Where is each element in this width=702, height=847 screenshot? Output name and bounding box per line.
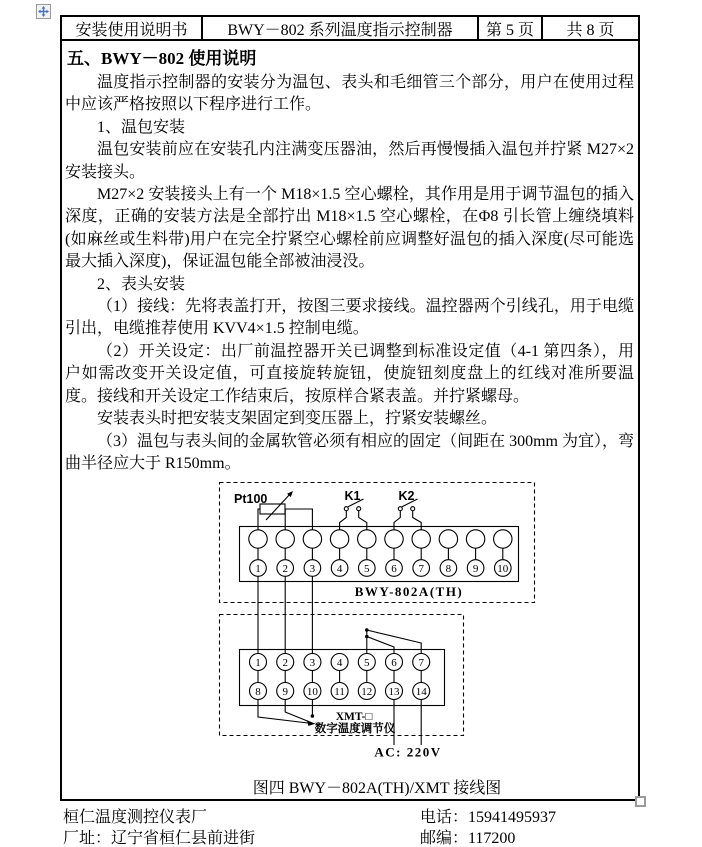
footer-postal-code: 邮编：117200 <box>420 830 516 847</box>
svg-text:6: 6 <box>391 657 397 670</box>
upper-terminal <box>466 530 484 577</box>
svg-text:7: 7 <box>418 657 424 670</box>
lower-terminal <box>250 654 267 700</box>
upper-terminal <box>494 530 512 577</box>
header-row <box>62 17 638 41</box>
lower-device-name-label: 数字温度调节仪 <box>314 723 396 736</box>
svg-text:7: 7 <box>418 563 424 576</box>
svg-text:5: 5 <box>364 657 370 670</box>
lower-device-model-label: XMT-□ <box>335 711 373 724</box>
regulator-wires <box>258 700 316 726</box>
paragraph: 安装表头时把安装支架固定到变压器上，拧紧安装螺丝。 <box>97 410 498 428</box>
svg-text:9: 9 <box>472 563 479 576</box>
footer-address: 厂址：辽宁省桓仁县前进街 <box>63 830 256 847</box>
page-footer <box>63 805 640 847</box>
upper-terminal <box>276 530 294 577</box>
upper-terminal <box>439 530 457 577</box>
upper-terminal <box>303 530 321 577</box>
svg-text:1: 1 <box>255 657 261 670</box>
svg-text:4: 4 <box>336 657 343 670</box>
svg-text:9: 9 <box>282 686 288 699</box>
svg-text:14: 14 <box>415 686 427 699</box>
lower-terminal <box>386 654 403 700</box>
paragraph: 2、表头安装 <box>97 275 186 293</box>
wiring-diagram <box>172 479 552 769</box>
header-doc-type: 安装使用说明书 <box>75 21 188 39</box>
svg-text:8: 8 <box>255 686 261 699</box>
svg-text:6: 6 <box>391 563 397 576</box>
lower-terminal <box>413 654 430 700</box>
upper-device-label: BWY-802A(TH) <box>354 584 464 600</box>
move-cross-icon <box>38 6 49 17</box>
lower-terminal <box>331 654 348 700</box>
section-title: 五、BWY－802 使用说明 <box>67 49 257 68</box>
upper-terminal <box>358 530 376 577</box>
svg-text:10: 10 <box>306 686 318 699</box>
footer-row <box>63 826 640 847</box>
k2-label: K2 <box>398 489 415 504</box>
k1-label: K1 <box>344 489 361 504</box>
svg-text:4: 4 <box>336 563 343 576</box>
svg-text:12: 12 <box>361 686 373 699</box>
paragraph: 1、温包安装 <box>97 118 186 136</box>
svg-text:11: 11 <box>334 686 345 699</box>
footer-phone: 电话：15941495937 <box>420 809 557 826</box>
paragraph: 温度指示控制器的安装分为温包、表头和毛细管三个部分，用户在使用过程中应该严格按照以下程序进行工作。 <box>65 74 634 114</box>
power-wires <box>394 700 421 746</box>
header-page-number: 第 5 页 <box>477 17 541 39</box>
svg-text:8: 8 <box>445 563 452 576</box>
pt100-sensor-symbol <box>234 491 312 530</box>
paragraph: （3）温包与表头间的金属软管必须有相应的固定（间距在 300mm 为宜），弯曲半径应大于 R150mm。 <box>65 432 634 472</box>
paragraph: M27×2 安装接头上有一个 M18×1.5 空心螺栓，其作用是用于调节温包的插入深度，正确的安装方法是全部拧出 M18×1.5 空心螺栓，在Φ8 引长管上缠绕填料(如麻丝或生料带)用户在完全拧紧空心螺栓前应调整好温包的插入深度(尽可能选最大插入深度)，保证温包能全部被油浸没。 <box>65 186 634 271</box>
figure-caption: 图四 BWY－802A(TH)/XMT 接线图 <box>252 780 502 798</box>
svg-text:2: 2 <box>282 563 288 576</box>
paragraph: 温包安装前应在安装孔内注满变压器油，然后再慢慢插入温包并拧紧 M27×2 安装接头。 <box>65 141 634 181</box>
lower-terminal <box>304 654 321 700</box>
footer-factory-name: 桓仁温度测控仪表厂 <box>63 809 208 826</box>
svg-text:5: 5 <box>364 563 370 576</box>
lower-terminal <box>277 654 294 700</box>
upper-terminal <box>249 530 267 577</box>
pt100-label: Pt100 <box>234 492 268 507</box>
svg-text:1: 1 <box>255 563 261 576</box>
svg-text:3: 3 <box>309 563 316 576</box>
upper-terminal <box>412 530 430 577</box>
header-total-pages: 共 8 页 <box>541 17 638 39</box>
document-body <box>62 41 638 799</box>
ac-power-label: AC: 220V <box>374 744 442 760</box>
k2-switch-symbol <box>394 489 421 530</box>
header-product-title: BWY－802 系列温度指示控制器 <box>201 17 477 39</box>
svg-text:3: 3 <box>309 657 316 670</box>
svg-text:13: 13 <box>388 686 400 699</box>
svg-text:10: 10 <box>497 563 509 576</box>
document-table <box>60 15 640 801</box>
footer-row <box>63 805 640 826</box>
paragraph: （1）接线：先将表盖打开，按图三要求接线。温控器两个引线孔，用于电缆引出，电缆推荐使用 KVV4×1.5 控制电缆。 <box>65 298 634 338</box>
table-move-handle[interactable] <box>36 4 51 19</box>
upper-terminal <box>385 530 403 577</box>
k1-switch-symbol <box>340 489 367 530</box>
svg-text:2: 2 <box>282 657 288 670</box>
lower-terminal <box>358 654 375 700</box>
upper-terminal <box>330 530 348 577</box>
paragraph: （2）开关设定：出厂前温控器开关已调整到标准设定值（4-1 第四条），用户如需改变开关设定值，可直接旋转旋钮，使旋钮刻度盘上的红线对准所要温度。接线和开关设定工作结束后，按原样合紧表盖。并拧紧螺母。 <box>65 342 634 405</box>
